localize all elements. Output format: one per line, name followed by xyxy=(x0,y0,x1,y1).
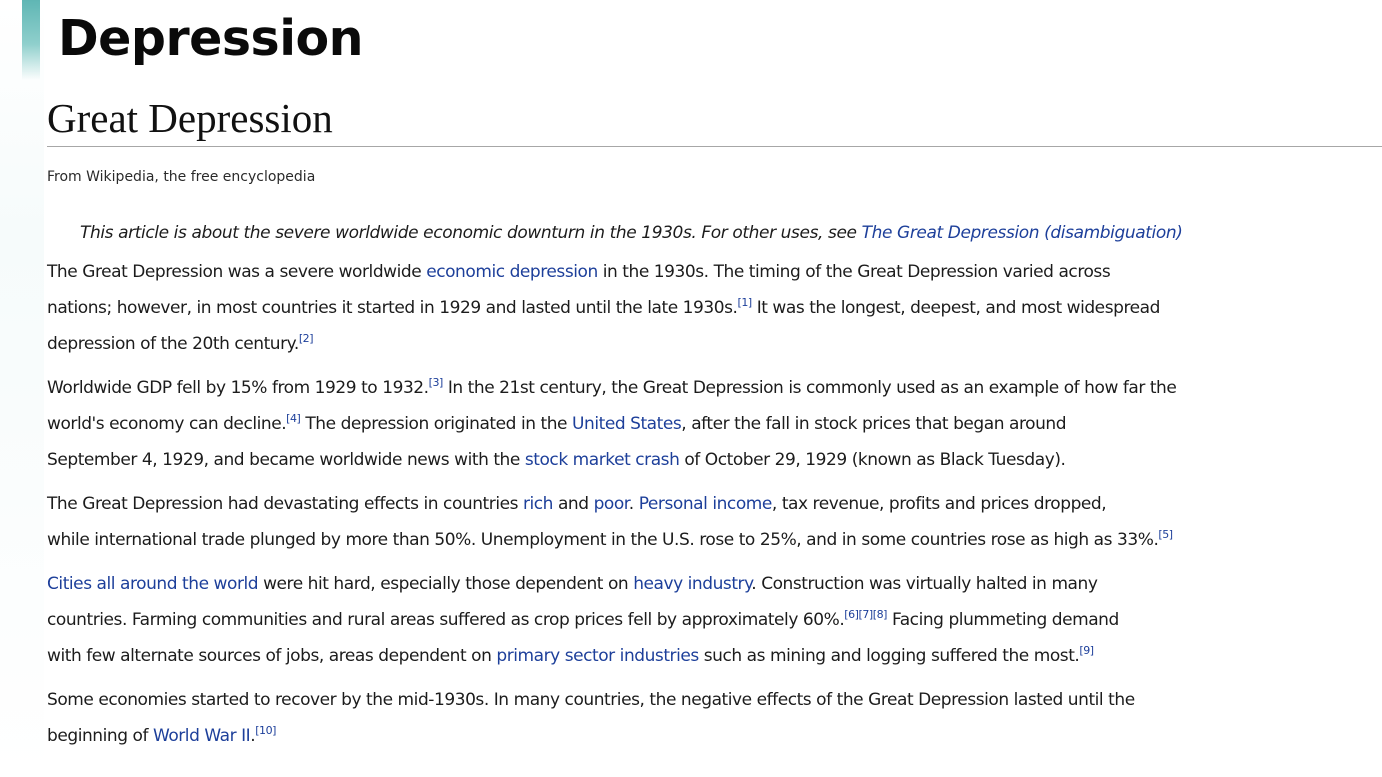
citation-9[interactable]: [9] xyxy=(1079,644,1094,657)
text-line xyxy=(47,442,1382,478)
paragraph-2 xyxy=(47,370,1382,478)
text-line xyxy=(47,566,1382,602)
text-run: In the 21st century, the Great Depression is commonly used as an example of how far the xyxy=(442,378,1177,398)
text-run: of October 29, 1929 (known as Black Tuesday). xyxy=(679,450,1066,470)
rich-link[interactable]: rich xyxy=(522,494,554,514)
text-run: while international trade plunged by more than 50%. Unemployment in the U.S. rose to 25%, and in some countries rose as high as 33%. xyxy=(47,530,1159,550)
economic-depression-link[interactable]: economic depression xyxy=(426,262,598,282)
cities-link[interactable]: Cities all around the world xyxy=(47,574,259,594)
text-run: depression of the 20th century. xyxy=(47,334,299,354)
text-run: world's economy can decline. xyxy=(47,414,287,434)
text-run: Worldwide GDP fell by 15% from 1929 to 1932. xyxy=(47,378,429,398)
text-line xyxy=(47,602,1382,638)
text-run: were hit hard, especially those dependent on xyxy=(258,574,634,594)
text-run: It was the longest, deepest, and most widespread xyxy=(751,298,1160,318)
text-run: . xyxy=(250,726,256,746)
overlay-title: Depression xyxy=(58,10,364,67)
text-line xyxy=(47,682,1382,718)
citation-6[interactable]: [6] xyxy=(844,608,859,621)
citation-3[interactable]: [3] xyxy=(428,376,443,389)
paragraph-4 xyxy=(47,566,1382,674)
text-run: . xyxy=(628,494,639,514)
text-line xyxy=(47,290,1382,326)
text-run: Facing plummeting demand xyxy=(886,610,1119,630)
primary-sector-link[interactable]: primary sector industries xyxy=(496,646,699,666)
heavy-industry-link[interactable]: heavy industry xyxy=(633,574,752,594)
text-run: September 4, 1929, and became worldwide news with the xyxy=(47,450,525,470)
text-run: . Construction was virtually halted in many xyxy=(751,574,1098,594)
text-run: The depression originated in the xyxy=(300,414,573,434)
text-run: , after the fall in stock prices that began around xyxy=(681,414,1067,434)
paragraph-1 xyxy=(47,254,1382,362)
text-line xyxy=(47,370,1382,406)
disambiguation-link[interactable]: The Great Depression (disambiguation) xyxy=(861,223,1183,243)
hatnote xyxy=(47,220,1382,246)
personal-income-link[interactable]: Personal income xyxy=(638,494,772,514)
page-title: Great Depression xyxy=(47,94,1382,147)
text-run: countries. Farming communities and rural areas suffered as crop prices fell by approximately 60%. xyxy=(47,610,845,630)
text-run: The Great Depression was a severe worldwide xyxy=(47,262,427,282)
united-states-link[interactable]: United States xyxy=(572,414,682,434)
paragraph-5 xyxy=(47,682,1382,754)
text-line xyxy=(47,522,1382,558)
text-run: in the 1930s. The timing of the Great Depression varied across xyxy=(597,262,1111,282)
accent-bar xyxy=(22,0,40,80)
citation-1[interactable]: [1] xyxy=(737,296,752,309)
stock-market-crash-link[interactable]: stock market crash xyxy=(524,450,680,470)
site-subtitle: From Wikipedia, the free encyclopedia xyxy=(47,169,316,185)
text-line xyxy=(47,718,1382,754)
article-content xyxy=(47,94,1382,754)
citation-4[interactable]: [4] xyxy=(286,412,301,425)
citation-7[interactable]: [7] xyxy=(858,608,873,621)
citation-5[interactable]: [5] xyxy=(1158,528,1173,541)
poor-link[interactable]: poor xyxy=(593,494,629,514)
text-line xyxy=(47,254,1382,290)
text-run: The Great Depression had devastating effects in countries xyxy=(47,494,523,514)
text-line xyxy=(47,326,1382,362)
citation-8[interactable]: [8] xyxy=(872,608,887,621)
text-run: beginning of xyxy=(47,726,153,746)
text-line xyxy=(47,406,1382,442)
text-run: and xyxy=(553,494,594,514)
hatnote-text: This article is about the severe worldwide economic downturn in the 1930s. For other uses, see xyxy=(80,223,862,243)
left-margin-band xyxy=(0,0,44,777)
text-run: Some economies started to recover by the mid-1930s. In many countries, the negative effects of the Great Depression lasted until the xyxy=(47,690,1135,710)
text-run: such as mining and logging suffered the most. xyxy=(698,646,1080,666)
citation-2[interactable]: [2] xyxy=(298,332,314,345)
citation-10[interactable]: [10] xyxy=(255,724,276,737)
text-line xyxy=(47,486,1382,522)
text-run: with few alternate sources of jobs, areas dependent on xyxy=(47,646,497,666)
world-war-ii-link[interactable]: World War II xyxy=(152,726,251,746)
text-line xyxy=(47,638,1382,674)
text-run: nations; however, in most countries it started in 1929 and lasted until the late 1930s. xyxy=(47,298,738,318)
paragraph-3 xyxy=(47,486,1382,558)
text-run: , tax revenue, profits and prices dropped, xyxy=(771,494,1107,514)
